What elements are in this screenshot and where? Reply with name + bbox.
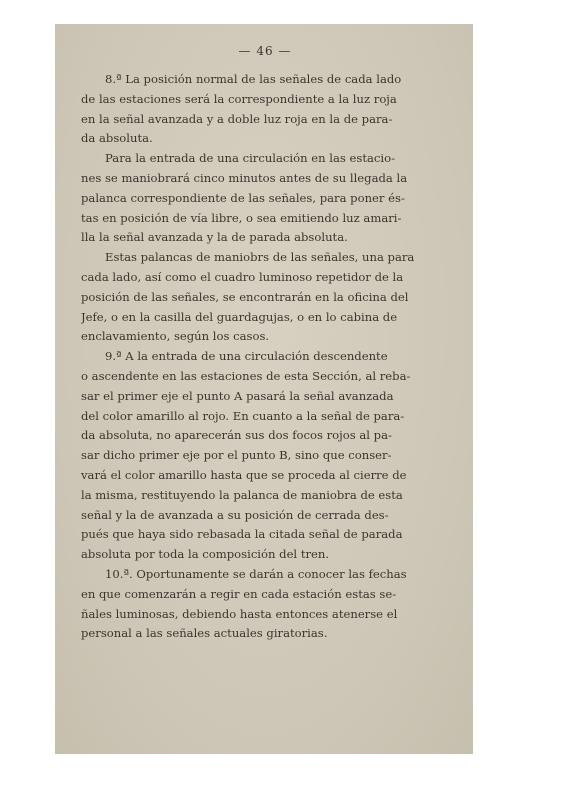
text-line: Jefe, o en la casilla del guardagujas, o en lo cabina de xyxy=(81,309,398,324)
text-line: pués que haya sido rebasada la citada señal de parada xyxy=(81,527,403,542)
text-line: de las estaciones será la correspondiente a la luz roja xyxy=(81,91,397,106)
text-line: 10.ª. Oportunamente se darán a conocer las fechas xyxy=(105,566,407,581)
text-line: sar el primer eje el punto A pasará la señal avanzada xyxy=(81,388,394,403)
text-line: del color amarillo al rojo. En cuanto a la señal de para- xyxy=(81,408,405,423)
page-body xyxy=(81,70,459,644)
text-line: o ascendente en las estaciones de esta Sección, al reba- xyxy=(81,368,411,383)
book-page xyxy=(55,24,473,754)
text-line: posición de las señales, se encontrarán en la oficina del xyxy=(81,289,409,304)
text-line: absoluta por toda la composición del tren. xyxy=(81,547,330,562)
text-line: cada lado, así como el cuadro luminoso repetidor de la xyxy=(81,269,404,284)
text-line: ñales luminosas, debiendo hasta entonces atenerse el xyxy=(81,606,398,621)
text-line: vará el color amarillo hasta que se proceda al cierre de xyxy=(81,467,407,482)
text-line: Estas palancas de maniobrs de las señales, una para xyxy=(105,250,415,265)
text-line: tas en posición de vía libre, o sea emitiendo luz amari- xyxy=(81,210,402,225)
text-line: da absoluta. xyxy=(81,131,153,146)
text-line: 9.ª A la entrada de una circulación descendente xyxy=(105,349,388,364)
text-line: personal a las señales actuales giratorias. xyxy=(81,626,328,641)
text-line: la misma, restituyendo la palanca de maniobra de esta xyxy=(81,487,403,502)
text-line: Para la entrada de una circulación en las estacio- xyxy=(105,151,396,166)
text-line: en que comenzarán a regir en cada estación estas se- xyxy=(81,586,397,601)
text-line: lla la señal avanzada y la de parada absoluta. xyxy=(81,230,348,245)
text-line: señal y la de avanzada a su posición de cerrada des- xyxy=(81,507,389,522)
paragraph xyxy=(81,70,459,149)
paragraph xyxy=(81,248,459,347)
page-number: — 46 — xyxy=(238,44,292,58)
text-line: enclavamiento, según los casos. xyxy=(81,329,270,344)
text-line: da absoluta, no aparecerán sus dos focos rojos al pa- xyxy=(81,428,392,443)
text-line: sar dicho primer eje por el punto B, sino que conser- xyxy=(81,448,392,463)
text-line: en la señal avanzada y a doble luz roja en la de para- xyxy=(81,111,393,126)
text-line: nes se maniobrará cinco minutos antes de su llegada la xyxy=(81,170,408,185)
text-line: palanca correspondiente de las señales, para poner és- xyxy=(81,190,405,205)
paragraph xyxy=(81,347,459,565)
paragraph xyxy=(81,565,459,644)
text-line: 8.ª La posición normal de las señales de cada lado xyxy=(105,72,402,86)
paragraph xyxy=(81,149,459,248)
